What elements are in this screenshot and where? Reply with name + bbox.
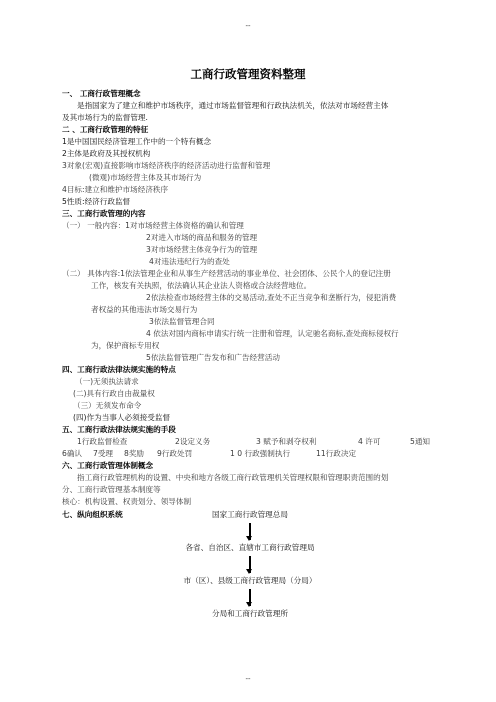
section-3-line: 2依法检查市场经营主体的交易活动,查处不正当竞争和垄断行为，侵犯消费 [146, 293, 397, 302]
section-2-line: 2主体是政府及其授权机构 [62, 149, 151, 158]
flow-arrow [249, 523, 251, 540]
section-1-line: 是指国家为了建立和维护市场秩序，通过市场监督管理和行政执法机关，依法对市场经营主体 [77, 101, 389, 110]
footer-mark: -- [245, 675, 251, 683]
section-3-heading: 三、工商行政管理的内容 [62, 209, 146, 218]
org-node-city-county: 市（区）、县级工商行政管理局（分局） [183, 576, 317, 585]
header-mark: -- [245, 22, 251, 30]
section-2-line: 1是中国国民经济管理工作中的一个特有概念 [62, 137, 212, 146]
means-row-2 [0, 449, 496, 461]
section-3-line: 4对违法违纪行为的查处 [149, 257, 230, 266]
section-3-line: （二） 具体内容:1依法管理企业和从事生产经营活动的事业单位、社会团体、公民个人的登记注册 [62, 269, 391, 278]
section-3-line: 者权益的其他违法市场交易行为 [91, 305, 198, 314]
means-item: 11行政决定 [316, 449, 357, 458]
section-2-heading: 二 、工商行政管理的特征 [62, 125, 149, 134]
means-item: 4 许可 [358, 437, 381, 446]
means-item: 5通知 [410, 437, 431, 446]
section-6-line: 分、工商行政管理基本制度等 [62, 485, 161, 494]
section-4-line: (二)具有行政自由裁量权 [73, 389, 155, 398]
org-node-branch: 分局和工商行政管理所 [212, 609, 288, 618]
means-item: 2设定义务 [175, 437, 211, 446]
section-7-heading: 七、纵向组织系统 [62, 510, 123, 519]
section-3-line: 4 依法对国内商标申请实行统一注册和管理，认定驰名商标,查处商标侵权行 [146, 329, 399, 338]
means-item: 1行政监督检查 [77, 437, 128, 446]
means-row-1 [0, 437, 496, 449]
org-flowchart [160, 504, 340, 634]
section-3-line: 3依法监督管理合同 [149, 317, 215, 326]
section-2-line: (微观)市场经营主体及其市场行为 [89, 173, 202, 182]
means-item: 1 0 行政强制执行 [230, 449, 291, 458]
section-4-line: (四)作为当事人必须接受监督 [73, 413, 171, 422]
section-4-heading: 四、工商行政法律法规实施的特点 [62, 365, 176, 374]
flow-arrow [249, 556, 251, 573]
section-4-line: （三）无须发布命令 [73, 401, 142, 410]
section-4-line: （一)无须执法请求 [75, 377, 139, 386]
section-1-heading: 一、 工商行政管理概念 [62, 89, 141, 98]
section-3-line: 2对进入市场的商品和服务的管理 [146, 233, 258, 242]
means-item: 8奖励 [124, 449, 145, 458]
means-item: 7受理 [93, 449, 114, 458]
section-6-line: 指工商行政管理机构的设置、中央和地方各级工商行政管理机关管理权限和管理职责范围的划 [77, 473, 389, 482]
section-2-line: 3对象(宏观)直接影响市场经济秩序的经济活动进行监督和管理 [62, 161, 271, 170]
section-3-line: 3对市场经营主体竞争行为的管理 [146, 245, 258, 254]
section-3-line: 工作，核发有关执照，依法确认其企业法人资格或合法经营地位。 [91, 281, 312, 290]
org-node-national: 国家工商行政管理总局 [212, 510, 288, 519]
document-title: 工商行政管理资料整理 [190, 67, 306, 81]
section-3-line: 5依法监督管理广告发布和广告经营活动 [146, 353, 280, 362]
section-3-line: （一） 一般内容：1对市场经营主体资格的确认和管理 [62, 221, 244, 230]
section-5-heading: 五、工商行政法律法规实施的手段 [62, 425, 176, 434]
section-2-line: 5性质:经济行政监督 [62, 197, 131, 206]
org-node-provincial: 各省、自治区、直辖市工商行政管理局 [185, 543, 315, 552]
section-2-line: 4目标:建立和维护市场经济秩序 [62, 185, 169, 194]
section-3-line: 为，保护商标专用权 [91, 341, 160, 350]
means-item: 6确认 [62, 449, 83, 458]
flow-arrow [249, 589, 251, 606]
section-6-heading: 六、工商行政管理体制概念 [62, 461, 154, 470]
means-item: 3 赋予和剥夺权利 [256, 437, 317, 446]
means-item: 9行政处罚 [157, 449, 193, 458]
section-6-line: 核心：机构设置、权责划分、领导体制 [62, 497, 192, 506]
section-1-line: 及其市场行为的监督管理. [62, 113, 148, 122]
